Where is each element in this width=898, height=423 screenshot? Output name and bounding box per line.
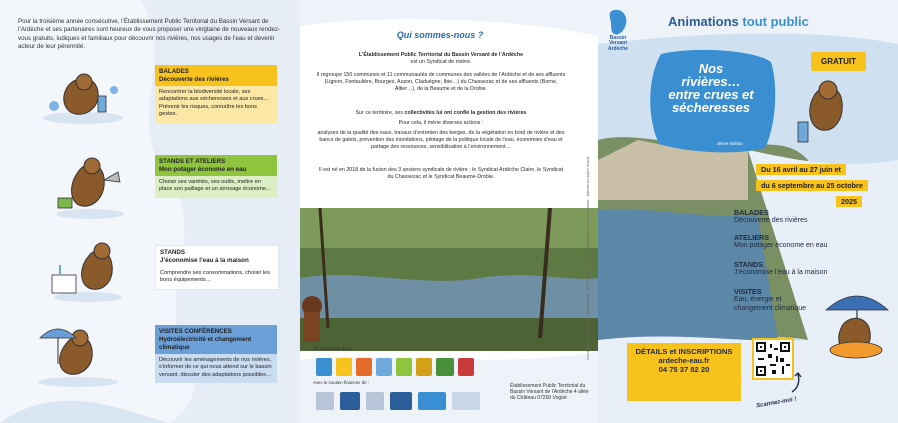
cover-title xyxy=(668,14,809,29)
headline-line: Nos xyxy=(698,61,724,76)
activity-stands xyxy=(734,261,854,278)
card-text: Découvrir les aménagements de nos rivières, s’informer de ce qui nous attend sur le bassin versant, discuter des adaptations possibles… xyxy=(159,357,272,378)
funder-logo xyxy=(316,392,334,410)
org-sub: est un Syndicat de rivière. xyxy=(410,59,472,66)
dates-line-2: du 6 septembre au 25 octobre xyxy=(756,180,868,191)
activity-title: ATELIERS xyxy=(734,233,770,242)
partner-logo xyxy=(336,358,352,376)
card-header xyxy=(155,65,277,86)
headline-line: entre crues et xyxy=(668,87,754,102)
cover-headline xyxy=(645,62,777,114)
card-text: Choisir ses variétés, ses outils, mettre en place son paillage et un arrosage économe… xyxy=(159,179,272,193)
card-text: Comprendre ses consommations, choisir les bons équipements… xyxy=(160,270,271,284)
paragraph-3: Pour cela, il mène diverses actions : xyxy=(398,120,484,126)
card-header xyxy=(156,246,278,267)
otter-water-illustration xyxy=(792,72,862,152)
activity-text: Eau, énergie et changement climatique xyxy=(734,296,806,312)
otter-walking-illustration xyxy=(38,66,128,128)
cover-title-main: Animations xyxy=(668,14,739,29)
activity-title: VISITES xyxy=(734,287,762,296)
funder-logo xyxy=(366,392,384,410)
card-title: BALADES xyxy=(159,68,189,75)
card-subtitle: Hydroélectricité et changement climatique xyxy=(159,336,252,351)
card-header xyxy=(155,325,277,354)
activity-balades xyxy=(734,209,854,226)
partner-logo xyxy=(316,358,332,376)
edition-label: 3ème édition xyxy=(717,141,743,146)
dates-line-3: 2025 xyxy=(836,196,862,207)
partner-logo xyxy=(458,358,474,376)
card-subtitle: Mon potager économe en eau xyxy=(159,166,247,173)
org-name-text: L’Établissement Public Territorial du Bassin Versant de l’Ardèche xyxy=(358,52,524,58)
scan-me-label: Scannez-moi ! xyxy=(755,396,797,410)
activity-text: Découverte des rivières xyxy=(734,217,808,225)
headline-line: rivières… xyxy=(681,74,741,89)
funding-label: Avec le soutien financier de : xyxy=(313,380,370,385)
gratuit-badge: GRATUIT xyxy=(811,52,866,71)
details-box xyxy=(627,343,741,401)
card-subtitle: J’économise l’eau à la maison xyxy=(160,257,249,264)
intro-text: Pour la troisième année consécutive, l’Établissement Public Territorial du Bassin Versant de l’Ardèche et ses partenaires sont heureux de vous proposer une vingtaine de nouveaux rendez-vous gratuits, ludiques et familiaux pour découvrir nos rivières, nos usages de l’eau et devenir acteur de leur pérennité. xyxy=(18,18,281,51)
qr-code[interactable] xyxy=(752,338,794,380)
address: Établissement Public Territorial du Bassin Versant de l’Ardèche 4 allée du Château 07200 Vogüé xyxy=(510,383,589,402)
dates-line-1: Du 16 avril au 27 juin et xyxy=(756,164,846,175)
section-title: Qui sommes-nous ? xyxy=(396,30,484,40)
otter-gardening-illustration xyxy=(50,150,130,222)
details-website[interactable]: ardeche-eau.fr xyxy=(658,356,710,365)
card-text: Rencontrer la biodiversité locale, ses adaptations aux sécheresses et aux crues… Prévenir les risques, connaître les bons gestes. xyxy=(159,89,270,118)
cover-title-accent: tout public xyxy=(742,14,809,29)
river-photo-drawing xyxy=(300,208,598,351)
activity-text: J’économise l’eau à la maison xyxy=(734,269,828,277)
funder-logo xyxy=(418,392,446,410)
qr-code-icon xyxy=(754,340,792,378)
brand-logo-icon xyxy=(608,8,630,38)
card-title: STANDS ET ATELIERS xyxy=(159,158,226,165)
paragraph-1: Il regroupe 150 communes et 11 communautés de communes des vallées de l’Ardèche et de ses affluents (Lignon, Fontaulière, Bourges, Auzon, Claduègne, Ibie…) du Chassezac et de ses affluents (Borne, Altier…), de la Beaume et de la Drobie. xyxy=(316,72,566,93)
funder-logo xyxy=(340,392,360,410)
river-photo xyxy=(300,208,598,351)
paragraph-2-start: Sur ce territoire, ses xyxy=(355,110,405,116)
funder-logo xyxy=(452,392,480,410)
partner-logo xyxy=(356,358,372,376)
paragraph-2 xyxy=(316,110,566,117)
partner-logo xyxy=(436,358,454,376)
card-title: STANDS xyxy=(160,249,185,256)
card-ateliers xyxy=(155,155,277,198)
card-header xyxy=(155,155,277,176)
card-stands xyxy=(155,245,279,290)
details-phone[interactable]: 04 75 37 82 20 xyxy=(658,365,710,374)
arrow-icon xyxy=(790,372,804,394)
otter-sink-illustration xyxy=(48,235,130,305)
card-balades xyxy=(155,65,277,123)
funder-logo xyxy=(390,392,412,410)
otter-umbrella-cover-illustration xyxy=(820,282,894,364)
details-heading: DÉTAILS et INSCRIPTIONS xyxy=(635,347,733,356)
card-subtitle: Découverte des rivières xyxy=(159,76,229,83)
org-name xyxy=(316,52,566,66)
otter-umbrella-illustration xyxy=(30,318,126,390)
activity-text: Mon potager économe en eau xyxy=(734,242,828,250)
paragraph-5: Il est né en 2018 de la fusion des 3 anciens syndicats de rivière : le Syndicat Ardèche Claire, le Syndicat du Chassezac et le Syndicat Beaume-Drobie. xyxy=(318,167,564,181)
brand-name: Bassin Versant Ardèche xyxy=(607,35,628,52)
vertical-credits: Conception : EPTB Ardèche · Crédits photos : EPTB Ardèche · Mai 2025 · Ne pas jeter sur la voie publique · Imprimé sur papier recyclé xyxy=(586,156,590,360)
partners-label: En partenariat avec : xyxy=(313,346,354,351)
partner-logo xyxy=(396,358,412,376)
card-visites xyxy=(155,325,277,383)
activity-title: BALADES xyxy=(734,208,769,217)
paragraph-2-bold: collectivités lui ont confié la gestion des rivières xyxy=(404,110,527,116)
partner-logo xyxy=(416,358,432,376)
activity-title: STANDS xyxy=(734,260,764,269)
headline-line: sécheresses xyxy=(671,100,751,115)
activity-visites xyxy=(734,288,818,313)
partner-logo xyxy=(376,358,392,376)
paragraph-4: analyses de la qualité des eaux, travaux d’entretien des berges, de la végétation en bord de rivière et des bancs de galets, prévention des inondations, pilotage de la politique locale de l’eau, économies d’eau et partage des ressources, sensibilisation à l’environnement… xyxy=(317,130,565,151)
card-title: VISITES CONFÉRENCES xyxy=(159,328,232,335)
activity-ateliers xyxy=(734,234,854,251)
